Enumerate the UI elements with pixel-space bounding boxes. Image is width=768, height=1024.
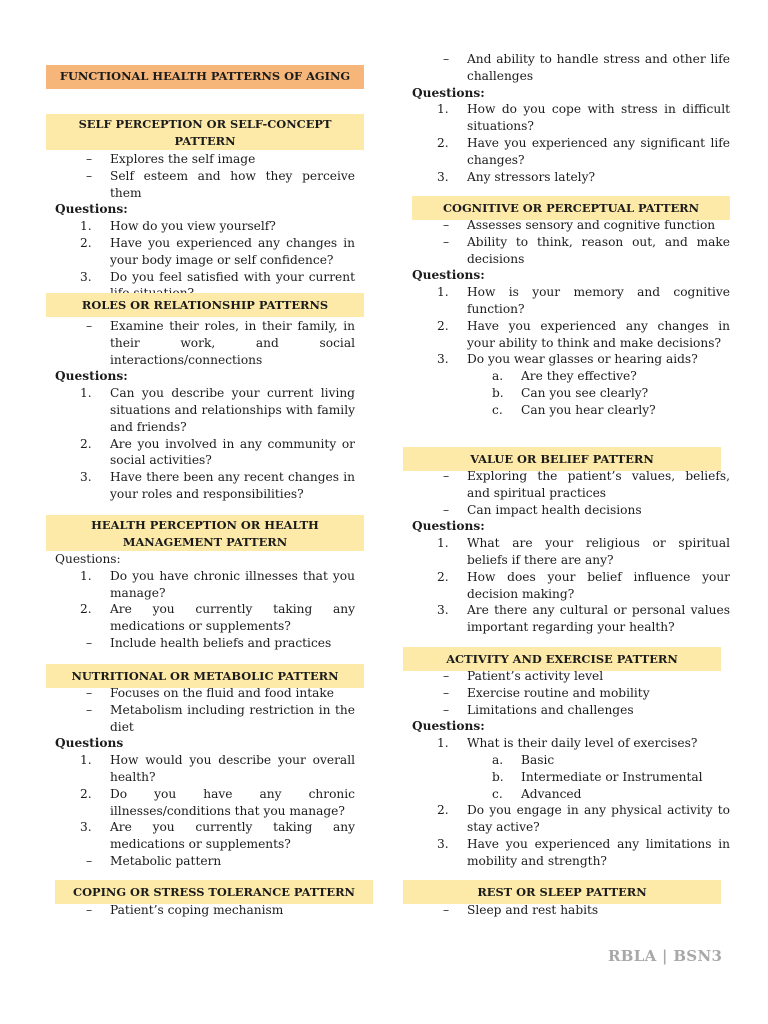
question-item: 3. Do you wear glasses or hearing aids?	[437, 352, 698, 367]
list-item: – Sleep and rest habits	[443, 903, 599, 917]
section-activity	[403, 668, 730, 870]
questions-label: Questions	[55, 736, 124, 751]
list-item: – Exercise routine and mobility	[443, 685, 650, 700]
question-item: 1. How do you view yourself?	[80, 219, 276, 234]
section-health-perception	[46, 551, 355, 652]
heading-nutritional: NUTRITIONAL OR METABOLIC PATTERN	[46, 664, 364, 688]
section-rest-sleep	[403, 902, 730, 919]
section-coping-part1	[46, 902, 355, 919]
question-item: 1. How would you describe your overall health?	[80, 753, 355, 784]
section-nutritional	[46, 685, 355, 870]
section-value-belief	[403, 468, 730, 636]
sub-question-item: c. Advanced	[492, 786, 582, 801]
question-item: 2. Do you engage in any physical activity to stay active?	[437, 803, 730, 835]
list-item: – And ability to handle stress and other life challenges	[443, 52, 730, 83]
footer-label: RBLA | BSN3	[608, 947, 723, 965]
page-title: FUNCTIONAL HEALTH PATTERNS OF AGING	[46, 65, 364, 89]
list-item: – Patient’s coping mechanism	[86, 903, 284, 917]
heading-rest-sleep: REST OR SLEEP PATTERN	[403, 880, 721, 904]
list-item: – Examine their roles, in their family, in their work, and social interactions/connections	[86, 319, 355, 367]
question-item: 3. Any stressors lately?	[437, 169, 595, 184]
list-item: – Self esteem and how they perceive them	[86, 168, 355, 200]
question-item: 2. Are you involved in any community or social activities?	[80, 436, 355, 468]
question-item: 1. What is their daily level of exercises?	[437, 736, 698, 751]
list-item: – Patient’s activity level	[443, 669, 604, 683]
list-item: – Focuses on the fluid and food intake	[86, 686, 335, 700]
question-item: 1. Can you describe your current living situations and relationships with family and friends?	[80, 386, 355, 434]
list-item: – Metabolic pattern	[86, 853, 222, 868]
section-self-perception	[46, 151, 355, 302]
heading-cognitive: COGNITIVE OR PERCEPTUAL PATTERN	[412, 196, 730, 220]
question-item: 3. Have you experienced any limitations in mobility and strength?	[437, 836, 730, 868]
questions-label: Questions:	[412, 268, 485, 283]
list-item: – Explores the self image	[86, 152, 256, 166]
sub-question-item: b. Intermediate or Instrumental	[492, 769, 703, 784]
questions-label: Questions:	[55, 202, 128, 217]
sub-question-item: b. Can you see clearly?	[492, 385, 649, 400]
question-item: 1. Do you have chronic illnesses that you manage?	[80, 568, 355, 600]
heading-coping: COPING OR STRESS TOLERANCE PATTERN	[55, 880, 373, 904]
question-item: 2. Do you have any chronic illnesses/conditions that you manage?	[80, 786, 355, 818]
heading-health-perception: HEALTH PERCEPTION OR HEALTH MANAGEMENT PATTERN	[46, 515, 364, 551]
questions-label: Questions:	[55, 552, 121, 566]
heading-self-perception: SELF PERCEPTION OR SELF-CONCEPT PATTERN	[46, 114, 364, 150]
list-item: – Include health beliefs and practices	[86, 635, 332, 650]
heading-activity: ACTIVITY AND EXERCISE PATTERN	[403, 647, 721, 671]
list-item: – Can impact health decisions	[443, 502, 642, 517]
section-roles	[46, 318, 355, 503]
sub-question-item: a. Are they effective?	[492, 369, 637, 384]
questions-label: Questions:	[412, 719, 485, 734]
question-item: 1. How do you cope with stress in difficult situations?	[437, 102, 730, 134]
question-item: 2. How does your belief influence your decision making?	[437, 569, 730, 601]
question-item: 2. Have you experienced any changes in your ability to think and make decisions?	[437, 318, 730, 350]
question-item: 3. Have there been any recent changes in your roles and responsibilities?	[80, 470, 355, 501]
questions-label: Questions:	[55, 369, 128, 384]
question-item: 2. Have you experienced any significant life changes?	[437, 135, 730, 167]
question-item: 1. How is your memory and cognitive function?	[437, 285, 730, 316]
question-item: 3. Do you feel satisfied with your current	[80, 269, 355, 284]
questions-label: Questions:	[412, 519, 485, 534]
question-item: 3. Are you currently taking any medications or supplements?	[80, 820, 355, 852]
list-item: – Limitations and challenges	[443, 702, 634, 717]
section-coping-part2	[403, 51, 730, 185]
list-item: – Ability to think, reason out, and make decisions	[443, 234, 730, 266]
sub-question-item: a. Basic	[492, 752, 555, 767]
heading-value-belief: VALUE OR BELIEF PATTERN	[403, 447, 721, 471]
heading-roles: ROLES OR RELATIONSHIP PATTERNS	[46, 293, 364, 317]
list-item: – Exploring the patient’s values, beliefs, and spiritual practices	[443, 469, 730, 500]
question-item: 2. Have you experienced any changes in your body image or self confidence?	[80, 235, 355, 267]
list-item: – Metabolism including restriction in the diet	[86, 702, 355, 734]
sub-question-item: c. Can you hear clearly?	[492, 402, 656, 417]
questions-label: Questions:	[412, 85, 485, 100]
question-item: 3. Are there any cultural or personal values important regarding your health?	[437, 603, 730, 635]
list-item: – Assesses sensory and cognitive function	[443, 218, 716, 232]
question-item: 1. What are your religious or spiritual beliefs if there are any?	[437, 536, 730, 567]
question-item: 2. Are you currently taking any medications or supplements?	[80, 602, 355, 634]
section-cognitive	[403, 217, 730, 419]
